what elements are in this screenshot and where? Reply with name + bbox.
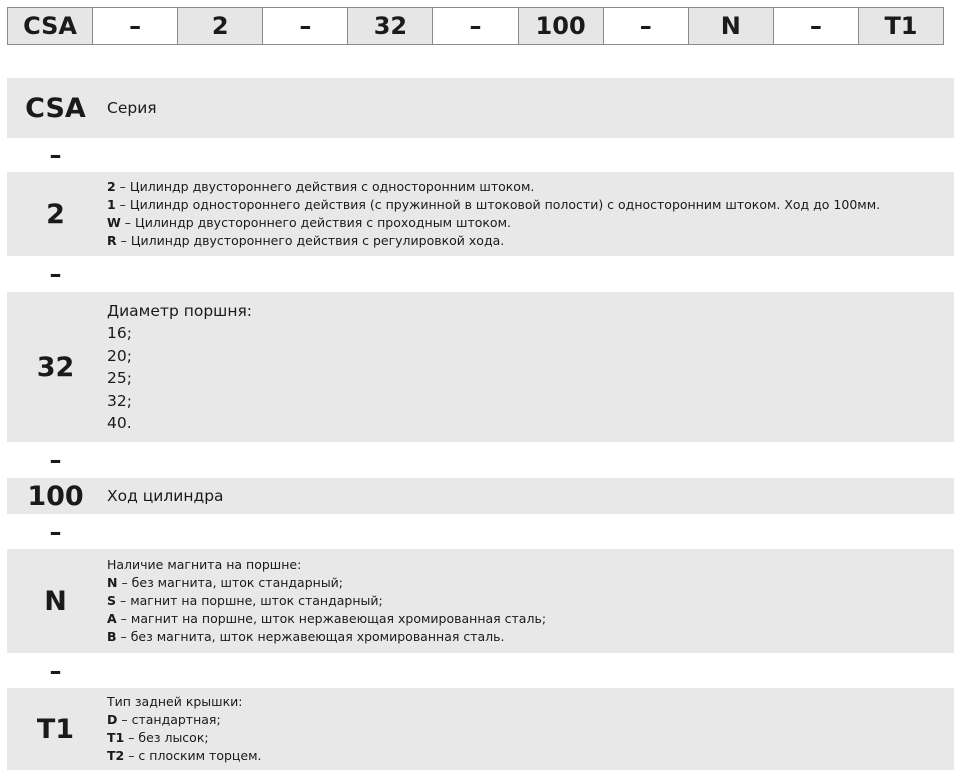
- description-line: [107, 178, 880, 196]
- row-separator: [7, 442, 954, 478]
- row-code: –: [49, 517, 62, 546]
- option-code: 2: [107, 179, 116, 194]
- row-description: [104, 300, 252, 435]
- code-bore: 32: [348, 8, 433, 44]
- option-code: T2: [107, 748, 125, 763]
- row-series: [7, 78, 954, 138]
- ordering-code-strip: [7, 7, 944, 45]
- description-line: [107, 214, 880, 232]
- option-text: – без магнита, шток стандарный;: [117, 575, 344, 590]
- row-separator: [7, 256, 954, 292]
- option-text: – магнит на поршне, шток нержавеющая хромированная сталь;: [116, 611, 547, 626]
- row-separator: [7, 653, 954, 688]
- code-magnet: N: [689, 8, 774, 44]
- description-line: 20;: [107, 346, 132, 365]
- row-description: [104, 693, 262, 765]
- option-code: S: [107, 593, 117, 608]
- option-text: – магнит на поршне, шток стандарный;: [116, 593, 383, 608]
- row-bore: [7, 292, 954, 442]
- row-description: [104, 97, 157, 120]
- row-code: N: [44, 585, 67, 617]
- code-stroke: 100: [519, 8, 604, 44]
- code-separator: –: [93, 8, 178, 44]
- description-line: 32;: [107, 391, 132, 410]
- row-magnet: [7, 549, 954, 653]
- row-stroke: [7, 478, 954, 514]
- code-separator: –: [433, 8, 518, 44]
- description-line: [107, 196, 880, 214]
- option-code: B: [107, 629, 117, 644]
- option-text: – без магнита, шток нержавеющая хромированная сталь.: [116, 629, 505, 644]
- row-action-type: [7, 172, 954, 256]
- option-text: – Цилиндр одностороннего действия (с пружинной в штоковой полости) с односторонним штоком. Ход до 100мм.: [115, 197, 881, 212]
- option-text: – стандартная;: [117, 712, 221, 727]
- option-code: N: [107, 575, 118, 590]
- row-code: T1: [36, 713, 75, 745]
- code-description-table: [7, 78, 954, 770]
- row-rear-cover: [7, 688, 954, 770]
- option-code: W: [107, 215, 121, 230]
- description-line: 16;: [107, 324, 132, 342]
- option-code: T1: [107, 730, 125, 745]
- description-line: [107, 729, 262, 747]
- row-code: –: [49, 260, 62, 288]
- option-text: – Цилиндр двустороннего действия с проходным штоком.: [120, 215, 511, 230]
- option-code: R: [107, 233, 117, 248]
- row-description: [104, 178, 880, 250]
- row-code: 2: [46, 198, 65, 230]
- description-line: Ход цилиндра: [107, 486, 224, 505]
- option-text: – Цилиндр двустороннего действия с односторонним штоком.: [115, 179, 535, 194]
- description-line: [107, 628, 546, 646]
- description-line: Тип задней крышки:: [107, 694, 243, 709]
- option-code: A: [107, 611, 117, 626]
- row-code: –: [49, 141, 62, 169]
- description-line: [107, 747, 262, 765]
- row-separator: [7, 138, 954, 172]
- description-line: Наличие магнита на поршне:: [107, 557, 302, 572]
- row-code: 100: [27, 480, 84, 512]
- row-code: CSA: [25, 92, 86, 124]
- description-line: [107, 592, 546, 610]
- description-line: [107, 610, 546, 628]
- description-line: Диаметр поршня:: [107, 301, 253, 320]
- code-separator: –: [263, 8, 348, 44]
- option-code: 1: [107, 197, 116, 212]
- code-action-type: 2: [178, 8, 263, 44]
- description-line: 25;: [107, 369, 132, 387]
- option-text: – без лысок;: [124, 730, 209, 745]
- code-separator: –: [774, 8, 859, 44]
- row-code: –: [49, 446, 62, 474]
- option-code: D: [107, 712, 118, 727]
- row-description: [104, 556, 546, 646]
- code-series: CSA: [8, 8, 93, 44]
- description-line: [107, 711, 262, 729]
- description-line: [107, 232, 880, 250]
- row-code: –: [49, 656, 62, 685]
- option-text: – Цилиндр двустороннего действия с регулировкой хода.: [116, 233, 505, 248]
- option-text: – с плоским торцем.: [124, 748, 262, 763]
- code-rear-cover: T1: [884, 12, 918, 40]
- description-line: Серия: [107, 98, 157, 117]
- row-description: [104, 485, 224, 508]
- code-separator: –: [604, 8, 689, 44]
- row-separator: [7, 514, 954, 549]
- row-code: 32: [36, 351, 75, 383]
- description-line: 40.: [107, 414, 132, 432]
- description-line: [107, 574, 546, 592]
